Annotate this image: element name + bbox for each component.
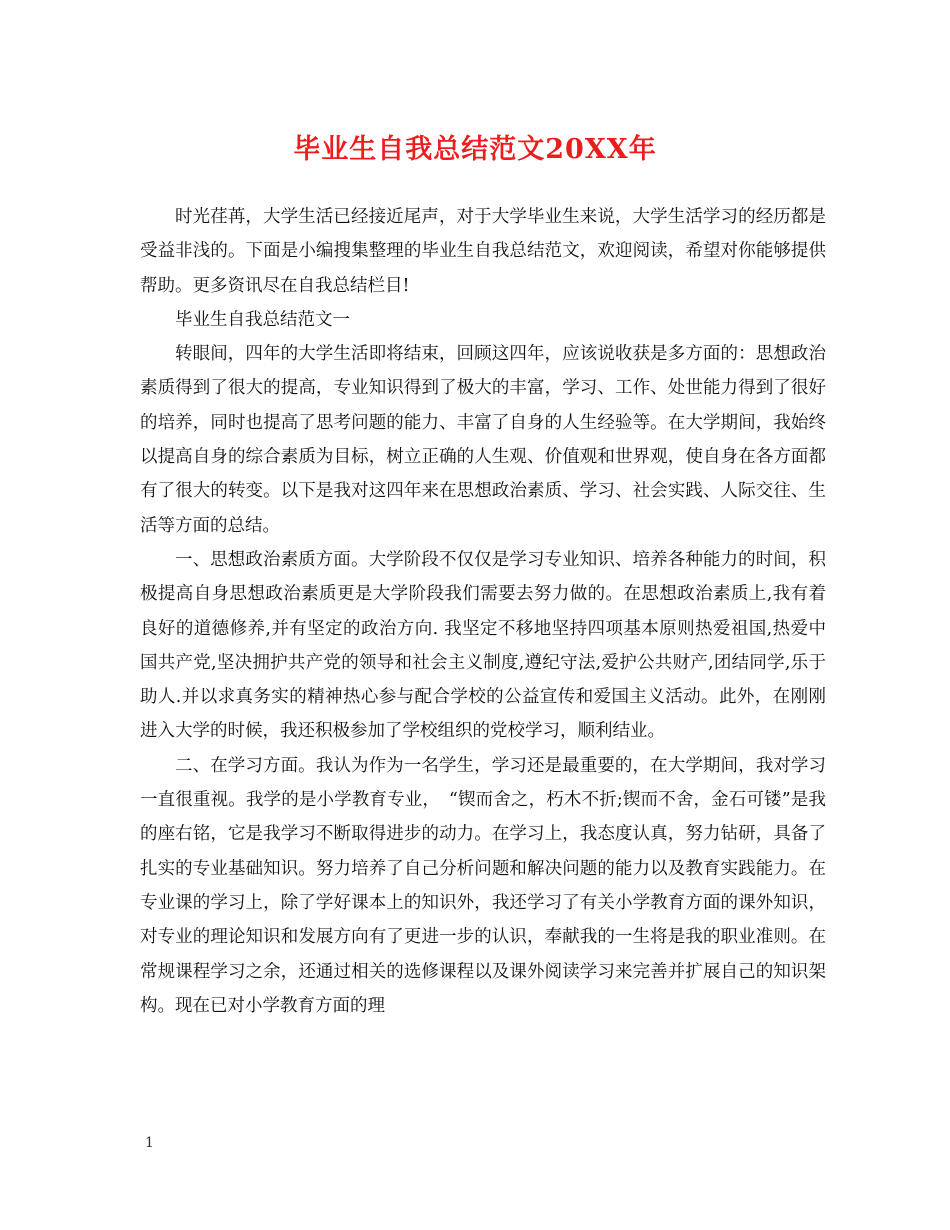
page-number: 1	[145, 1135, 154, 1151]
body-paragraph: 转眼间，四年的大学生活即将结束，回顾这四年，应该说收获是多方面的：思想政治素质得到了很大的提高，专业知识得到了极大的丰富，学习、工作、处世能力得到了很好的培养，同时也提高了思考问题的能力、丰富了自身的人生经验等。在大学期间，我始终以提高自身的综合素质为目标，树立正确的人生观、价值观和世界观，使自身在各方面都有了很大的转变。以下是我对这四年来在思想政治素质、学习、社会实践、人际交往、生活等方面的总结。	[140, 344, 826, 536]
body-paragraph: 二、在学习方面。我认为作为一名学生，学习还是最重要的，在大学期间，我对学习一直很重视。我学的是小学教育专业， “锲而舍之，朽木不折;锲而不舍，金石可镂”是我的座右铭，它是我学习不断取得进步的动力。在学习上，我态度认真，努力钻研，具备了扎实的专业基础知识。努力培养了自己分析问题和解决问题的能力以及教育实践能力。在专业课的学习上，除了学好课本上的知识外，我还学习了有关小学教育方面的课外知识，对专业的理论知识和发展方向有了更进一步的认识，奉献我的一生将是我的职业准则。在常规课程学习之余，还通过相关的选修课程以及课外阅读学习来完善并扩展自己的知识架构。现在已对小学教育方面的理	[140, 755, 826, 1016]
document-title: 毕业生自我总结范文20XX年	[293, 134, 657, 165]
intro-paragraph: 时光荏苒，大学生活已经接近尾声，对于大学毕业生来说，大学生活学习的经历都是受益非浅的。下面是小编搜集整理的毕业生自我总结范文，欢迎阅读，希望对你能够提供帮助。更多资讯尽在自我总结栏目!	[140, 207, 826, 296]
document-body	[140, 200, 826, 1023]
body-paragraph: 一、思想政治素质方面。大学阶段不仅仅是学习专业知识、培养各种能力的时间，积极提高自身思想政治素质更是大学阶段我们需要去努力做的。在思想政治素质上,我有着良好的道德修养,并有坚定的政治方向. 我坚定不移地坚持四项基本原则热爱祖国,热爱中国共产党,坚决拥护共产党的领导和社会主义制度,遵纪守法,爱护公共财产,团结同学,乐于助人.并以求真务实的精神热心参与配合学校的公益宣传和爱国主义活动。此外，在刚刚进入大学的时候，我还积极参加了学校组织的党校学习，顺利结业。	[140, 549, 826, 742]
section-heading: 毕业生自我总结范文一	[175, 309, 350, 330]
